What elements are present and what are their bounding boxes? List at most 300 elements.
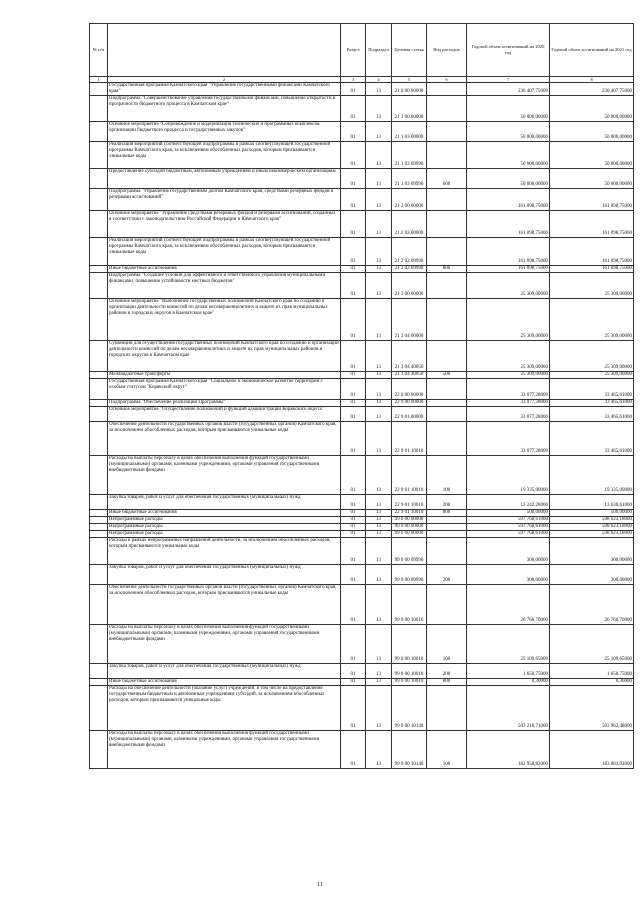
row-section: 01 [341, 273, 366, 299]
row-name: Реализация мероприятий соответствующей подпрограммы в рамках соответствующей государственной программы Камчатского края, за исключением обособленных расходов, которым присваиваются уникальные коды [108, 238, 341, 266]
table-row [90, 122, 634, 142]
col-number: 3 [341, 77, 366, 83]
table-row [90, 456, 634, 495]
row-amount-2020: 33 077,28000 [467, 379, 550, 400]
table-row [90, 211, 634, 238]
table-row [90, 686, 634, 731]
num [90, 625, 108, 664]
num [90, 731, 108, 769]
header-name [108, 24, 341, 77]
row-section: 01 [341, 299, 366, 341]
header-subsection: Подраздел [366, 24, 392, 77]
row-section: 01 [341, 142, 366, 169]
row-name: Предоставление субсидий бюджетным, автономным учреждениям и иным некоммерческим организациям [108, 169, 341, 189]
row-expense: 800 [427, 266, 467, 273]
row-section: 01 [341, 456, 366, 495]
row-amount-2021: 1 650,75000 [550, 664, 634, 679]
row-amount-2020: 25 109,65000 [467, 625, 550, 664]
row-section: 01 [341, 169, 366, 189]
row-amount-2021: 25 309,00000 [550, 299, 634, 341]
row-target: 99 0 00 09990 [392, 538, 427, 565]
row-expense: 100 [427, 731, 467, 769]
row-subsection: 13 [366, 266, 392, 273]
row-target: 21 1 00 00000 [392, 96, 427, 122]
row-name: Межбюджетные трансферты [108, 372, 341, 379]
num [90, 510, 108, 517]
header-2020: Годовой объем ассигнований на 2020 год [467, 24, 550, 77]
row-subsection: 13 [366, 422, 392, 456]
row-subsection: 13 [366, 341, 392, 372]
header-num: № п/п [90, 24, 108, 77]
row-name: Закупка товаров, работ и услуг для обеспечения государственных (муниципальных) нужд [108, 495, 341, 510]
row-expense [427, 538, 467, 565]
num [90, 211, 108, 238]
row-target: 21 0 00 00000 [392, 83, 427, 96]
row-subsection: 13 [366, 495, 392, 510]
row-amount-2021: 33 465,61000 [550, 379, 634, 400]
row-name: Основное мероприятие "Осуществление полномочий и функций администрации Корякского округа" [108, 407, 341, 422]
row-target: 21 1 03 09990 [392, 142, 427, 169]
row-amount-2020: 300,00000 [467, 565, 550, 585]
num [90, 299, 108, 341]
row-section: 01 [341, 565, 366, 585]
row-amount-2021: 161 098,75000 [550, 238, 634, 266]
row-section: 01 [341, 189, 366, 211]
row-section: 01 [341, 495, 366, 510]
row-target: 22 9 01 10010 [392, 422, 427, 456]
num [90, 517, 108, 524]
row-amount-2021: 26 760,70000 [550, 585, 634, 625]
num [90, 238, 108, 266]
table-row [90, 679, 634, 686]
header-2021: Годовой объем ассигнований на 2021 год [550, 24, 634, 77]
row-name: Субвенции для осуществления государственных полномочий Камчатского края по созданию и организации деятельности комиссий по делам несовершеннолетних и защите их прав муниципальных районов и городских округов в Камчатском крае [108, 341, 341, 372]
row-amount-2021: 13 630,61000 [550, 495, 634, 510]
num [90, 372, 108, 379]
row-subsection: 13 [366, 142, 392, 169]
row-expense [427, 585, 467, 625]
budget-document [89, 23, 633, 769]
row-subsection: 13 [366, 510, 392, 517]
row-expense [427, 686, 467, 731]
row-amount-2021: 25 109,65000 [550, 625, 634, 664]
row-expense [427, 83, 467, 96]
row-section: 01 [341, 341, 366, 372]
row-target: 22 9 01 10010 [392, 510, 427, 517]
row-subsection: 13 [366, 538, 392, 565]
row-amount-2020: 500,00000 [467, 510, 550, 517]
num [90, 531, 108, 538]
row-target: 99 0 00 10010 [392, 679, 427, 686]
row-amount-2020: 161 098,75000 [467, 238, 550, 266]
num [90, 686, 108, 731]
table-row [90, 625, 634, 664]
row-expense [427, 299, 467, 341]
row-amount-2020: 161 098,75000 [467, 266, 550, 273]
row-amount-2020: 161 098,75000 [467, 189, 550, 211]
row-section: 01 [341, 531, 366, 538]
row-name: Обеспечение деятельности государственных органов власти (государственных органов) Камчатского края, за исключением обособленных расходов, которым присваиваются уникальные коды [108, 585, 341, 625]
row-amount-2020: 25 309,00000 [467, 341, 550, 372]
row-amount-2021: 161 098,75000 [550, 211, 634, 238]
table-header-row [90, 24, 634, 77]
row-name: Непрограммные расходы [108, 531, 341, 538]
row-expense [427, 341, 467, 372]
table-row [90, 341, 634, 372]
row-section: 01 [341, 625, 366, 664]
row-amount-2021: 50 000,00000 [550, 169, 634, 189]
row-section: 01 [341, 400, 366, 407]
row-subsection: 13 [366, 664, 392, 679]
row-subsection: 13 [366, 83, 392, 96]
row-expense [427, 422, 467, 456]
row-expense: 800 [427, 679, 467, 686]
row-amount-2021: 50 000,00000 [550, 122, 634, 142]
table-row [90, 379, 634, 400]
table-row [90, 524, 634, 531]
row-target: 99 0 00 10010 [392, 625, 427, 664]
row-name: Подпрограмма "Создание условий для эффективного и ответственного управления муниципальными финансами, повышения устойчивости местных бюджетов" [108, 273, 341, 299]
row-name: Государственная программа Камчатского края "Управление государственными финансами Камчатского края" [108, 83, 341, 96]
row-subsection: 13 [366, 407, 392, 422]
num [90, 664, 108, 679]
row-expense [427, 400, 467, 407]
col-number: 6 [427, 77, 467, 83]
row-amount-2021: 50 000,00000 [550, 142, 634, 169]
row-target: 21 3 00 00000 [392, 273, 427, 299]
row-name: Обеспечение деятельности государственных органов власти (государственных органов) Камчатского края, за исключением обособленных расходов, которым присваиваются уникальные коды [108, 422, 341, 456]
num [90, 585, 108, 625]
row-subsection: 13 [366, 565, 392, 585]
row-expense: 800 [427, 510, 467, 517]
row-expense: 200 [427, 565, 467, 585]
row-section: 01 [341, 686, 366, 731]
row-expense [427, 531, 467, 538]
num [90, 524, 108, 531]
row-name: Основное мероприятие "Управление средствами резервных фондов и резервами ассигнований, созданных в соответствии с законодательством Российской Федерации и Камчатского края" [108, 211, 341, 238]
table-row [90, 273, 634, 299]
row-amount-2020: 597 768,61000 [467, 524, 550, 531]
header-expense: Вид расходов [427, 24, 467, 77]
row-target: 21 1 03 09990 [392, 169, 427, 189]
row-name: Иные бюджетные ассигнования [108, 679, 341, 686]
row-target: 99 0 00 10010 [392, 585, 427, 625]
table-row [90, 664, 634, 679]
table-row [90, 372, 634, 379]
row-name: Расходы на выплаты персоналу в целях обеспечения выполнения функций государственными (муниципальными) органами, казенными учреждениями, органами управления государственными внебюджетными фондами [108, 625, 341, 664]
row-section: 01 [341, 238, 366, 266]
table-body [90, 83, 634, 769]
row-expense [427, 517, 467, 524]
row-amount-2020: 597 768,61000 [467, 531, 550, 538]
row-target: 22 0 00 00000 [392, 379, 427, 400]
table-row [90, 407, 634, 422]
row-target: 22 9 01 10010 [392, 456, 427, 495]
table-row [90, 96, 634, 122]
row-amount-2020: 25 309,00000 [467, 273, 550, 299]
row-section: 01 [341, 524, 366, 531]
row-target: 21 1 03 00000 [392, 122, 427, 142]
row-amount-2020: 33 077,28000 [467, 407, 550, 422]
row-subsection: 13 [366, 211, 392, 238]
row-name: Закупка товаров, работ и услуг для обеспечения государственных (муниципальных) нужд [108, 664, 341, 679]
row-section: 01 [341, 585, 366, 625]
row-section: 01 [341, 664, 366, 679]
table-row [90, 565, 634, 585]
row-expense [427, 189, 467, 211]
num [90, 83, 108, 96]
col-number: 7 [467, 77, 550, 83]
num [90, 96, 108, 122]
num [90, 456, 108, 495]
row-expense [427, 142, 467, 169]
row-section: 01 [341, 407, 366, 422]
row-target: 99 0 00 00000 [392, 531, 427, 538]
row-subsection: 13 [366, 517, 392, 524]
row-section: 01 [341, 538, 366, 565]
row-subsection: 13 [366, 96, 392, 122]
row-section: 01 [341, 679, 366, 686]
row-target: 21 3 04 40050 [392, 372, 427, 379]
row-expense: 100 [427, 456, 467, 495]
row-name: Иные бюджетные ассигнования [108, 510, 341, 517]
num [90, 266, 108, 273]
row-expense [427, 122, 467, 142]
row-expense [427, 211, 467, 238]
row-amount-2020: 33 077,28000 [467, 422, 550, 456]
row-target: 99 0 00 09990 [392, 565, 427, 585]
row-subsection: 13 [366, 122, 392, 142]
table-row [90, 538, 634, 565]
row-amount-2021: 598 623,18000 [550, 524, 634, 531]
row-section: 01 [341, 372, 366, 379]
row-name: Подпрограмма "Совершенствование управления государственными финансами, повышение открытости и прозрачности бюджетного процесса в Камчатском крае" [108, 96, 341, 122]
row-section: 01 [341, 510, 366, 517]
row-subsection: 13 [366, 731, 392, 769]
row-subsection: 13 [366, 372, 392, 379]
row-amount-2021: 25 309,00000 [550, 341, 634, 372]
row-name: Подпрограмма "Управление государственным долгом Камчатского края, средствами резервных фондов и резервами ассигнований" [108, 189, 341, 211]
table-row [90, 142, 634, 169]
row-amount-2021: 300,00000 [550, 565, 634, 585]
row-subsection: 13 [366, 585, 392, 625]
row-amount-2021: 236 407,75000 [550, 83, 634, 96]
row-expense [427, 238, 467, 266]
row-amount-2020: 50 000,00000 [467, 169, 550, 189]
row-section: 01 [341, 83, 366, 96]
row-amount-2020: 300,00000 [467, 538, 550, 565]
row-target: 22 9 01 10010 [392, 495, 427, 510]
row-subsection: 13 [366, 625, 392, 664]
table-row [90, 400, 634, 407]
row-amount-2020: 50 000,00000 [467, 122, 550, 142]
row-name: Расходы на выплаты персоналу в целях обеспечения выполнения функций государственными (муниципальными) органами, казенными учреждениями, органами управления государственными внебюджетными фондами [108, 731, 341, 769]
num [90, 565, 108, 585]
row-amount-2020: 25 309,00000 [467, 299, 550, 341]
row-name: Непрограммные расходы [108, 517, 341, 524]
row-name: Подпрограмма "Обеспечение реализации Программы" [108, 400, 341, 407]
num [90, 679, 108, 686]
row-target: 21 3 04 40050 [392, 341, 427, 372]
table-row [90, 517, 634, 524]
num [90, 407, 108, 422]
row-target: 21 2 02 09990 [392, 238, 427, 266]
row-amount-2021: 25 309,00000 [550, 273, 634, 299]
row-amount-2021: 598 623,18000 [550, 517, 634, 524]
row-subsection: 13 [366, 299, 392, 341]
row-amount-2020: 236 407,75000 [467, 83, 550, 96]
row-amount-2020: 597 768,61000 [467, 517, 550, 524]
row-amount-2021: 0,30000 [550, 679, 634, 686]
row-amount-2020: 1 650,75000 [467, 664, 550, 679]
num [90, 169, 108, 189]
table-row [90, 585, 634, 625]
col-number: 4 [366, 77, 392, 83]
row-amount-2020: 33 077,28000 [467, 400, 550, 407]
page-number: 11 [317, 882, 323, 888]
row-amount-2021: 598 623,18000 [550, 531, 634, 538]
row-target: 99 0 00 10140 [392, 686, 427, 731]
row-amount-2021: 33 465,61000 [550, 407, 634, 422]
table-row [90, 731, 634, 769]
row-amount-2021: 33 465,61000 [550, 422, 634, 456]
table-row [90, 299, 634, 341]
row-amount-2020: 0,30000 [467, 679, 550, 686]
row-section: 01 [341, 96, 366, 122]
row-expense: 200 [427, 664, 467, 679]
row-amount-2021: 25 309,00000 [550, 372, 634, 379]
num [90, 495, 108, 510]
table-row [90, 531, 634, 538]
row-section: 01 [341, 211, 366, 238]
row-name: Закупка товаров, работ и услуг для обеспечения государственных (муниципальных) нужд [108, 565, 341, 585]
row-amount-2021: 50 000,00000 [550, 96, 634, 122]
header-target: Целевая статья [392, 24, 427, 77]
row-target: 99 0 00 10010 [392, 664, 427, 679]
row-target: 99 0 00 00000 [392, 524, 427, 531]
row-section: 01 [341, 122, 366, 142]
table-row [90, 238, 634, 266]
row-expense: 600 [427, 169, 467, 189]
num [90, 122, 108, 142]
row-name: Основное мероприятие "Сопровождение и модернизация технических и программных комплексов организации бюджетного процесса и государственных закупок" [108, 122, 341, 142]
row-subsection: 13 [366, 189, 392, 211]
row-subsection: 13 [366, 679, 392, 686]
row-expense: 500 [427, 372, 467, 379]
row-target: 99 0 00 00000 [392, 517, 427, 524]
col-number: 2 [108, 77, 341, 83]
row-amount-2021: 161 098,75000 [550, 266, 634, 273]
row-amount-2021: 503 962,48000 [550, 686, 634, 731]
row-amount-2020: 161 098,75000 [467, 211, 550, 238]
row-subsection: 13 [366, 273, 392, 299]
num [90, 379, 108, 400]
row-name: Расходы в рамках непрограммных направлений деятельности, за исключением обособленных расходов, которым присваиваются уникальные коды [108, 538, 341, 565]
table-row [90, 189, 634, 211]
row-name: Расходы на выплаты персоналу в целях обеспечения выполнения функций государственными (муниципальными) органами, казенными учреждениями, органами управления государственными внебюджетными фондами [108, 456, 341, 495]
row-expense: 100 [427, 625, 467, 664]
row-target: 21 2 02 00000 [392, 211, 427, 238]
row-subsection: 13 [366, 238, 392, 266]
num [90, 142, 108, 169]
col-number: 1 [90, 77, 108, 83]
row-subsection: 13 [366, 524, 392, 531]
num [90, 400, 108, 407]
row-amount-2021: 183 081,92000 [550, 731, 634, 769]
row-amount-2021: 19 335,00000 [550, 456, 634, 495]
row-subsection: 13 [366, 686, 392, 731]
table-row [90, 266, 634, 273]
row-subsection: 13 [366, 400, 392, 407]
table-row [90, 83, 634, 96]
row-target: 21 2 02 09990 [392, 266, 427, 273]
row-name: Расходы на обеспечение деятельности (оказание услуг) учреждений, в том числе на предоставление государственным бюджетным и автономным учреждениям субсидий, за исключением обособленных расходов, которым присваиваются уникальные коды [108, 686, 341, 731]
num [90, 341, 108, 372]
row-amount-2021: 300,00000 [550, 538, 634, 565]
row-target: 22 9 01 00000 [392, 407, 427, 422]
table-row [90, 495, 634, 510]
header-section: Раздел [341, 24, 366, 77]
num [90, 538, 108, 565]
row-expense: 200 [427, 495, 467, 510]
row-section: 01 [341, 266, 366, 273]
row-amount-2020: 50 000,00000 [467, 142, 550, 169]
row-name: Реализация мероприятий соответствующей подпрограммы в рамках соответствующей государственной программы Камчатского края, за исключением обособленных расходов, которым присваиваются уникальные коды [108, 142, 341, 169]
table-row [90, 169, 634, 189]
row-amount-2021: 33 465,61000 [550, 400, 634, 407]
row-amount-2021: 500,00000 [550, 510, 634, 517]
row-section: 01 [341, 731, 366, 769]
row-expense [427, 524, 467, 531]
row-expense [427, 96, 467, 122]
row-name: Иные бюджетные ассигнования [108, 266, 341, 273]
row-amount-2020: 19 335,00000 [467, 456, 550, 495]
row-amount-2020: 50 000,00000 [467, 96, 550, 122]
col-number: 8 [550, 77, 634, 83]
row-name: Непрограммные расходы [108, 524, 341, 531]
row-section: 01 [341, 517, 366, 524]
row-target: 21 2 00 00000 [392, 189, 427, 211]
row-section: 01 [341, 379, 366, 400]
row-amount-2020: 503 216,71000 [467, 686, 550, 731]
row-target: 22 9 00 00000 [392, 400, 427, 407]
row-subsection: 13 [366, 169, 392, 189]
table-row [90, 510, 634, 517]
row-name: Основное мероприятие "Выполнение государственных полномочий Камчатского края по созданию и организации деятельности комиссий по делам несовершеннолетних и защите их прав муниципальных районов и городских округов в Камчатском крае" [108, 299, 341, 341]
row-name: Государственная программа Камчатского края "Социальное и экономическое развитие территории с особым статусом "Корякский округ" [108, 379, 341, 400]
col-number: 5 [392, 77, 427, 83]
row-amount-2020: 182 950,82000 [467, 731, 550, 769]
row-amount-2020: 13 242,28000 [467, 495, 550, 510]
num [90, 273, 108, 299]
num [90, 422, 108, 456]
budget-table [89, 23, 634, 769]
row-section: 01 [341, 422, 366, 456]
row-expense [427, 379, 467, 400]
row-target: 99 0 00 10140 [392, 731, 427, 769]
row-expense [427, 273, 467, 299]
row-amount-2020: 25 309,00000 [467, 372, 550, 379]
row-subsection: 13 [366, 531, 392, 538]
row-subsection: 13 [366, 456, 392, 495]
row-target: 21 3 04 00000 [392, 299, 427, 341]
row-expense [427, 407, 467, 422]
row-subsection: 13 [366, 379, 392, 400]
num [90, 189, 108, 211]
row-amount-2020: 26 760,70000 [467, 585, 550, 625]
row-amount-2021: 161 098,75000 [550, 189, 634, 211]
table-row [90, 422, 634, 456]
